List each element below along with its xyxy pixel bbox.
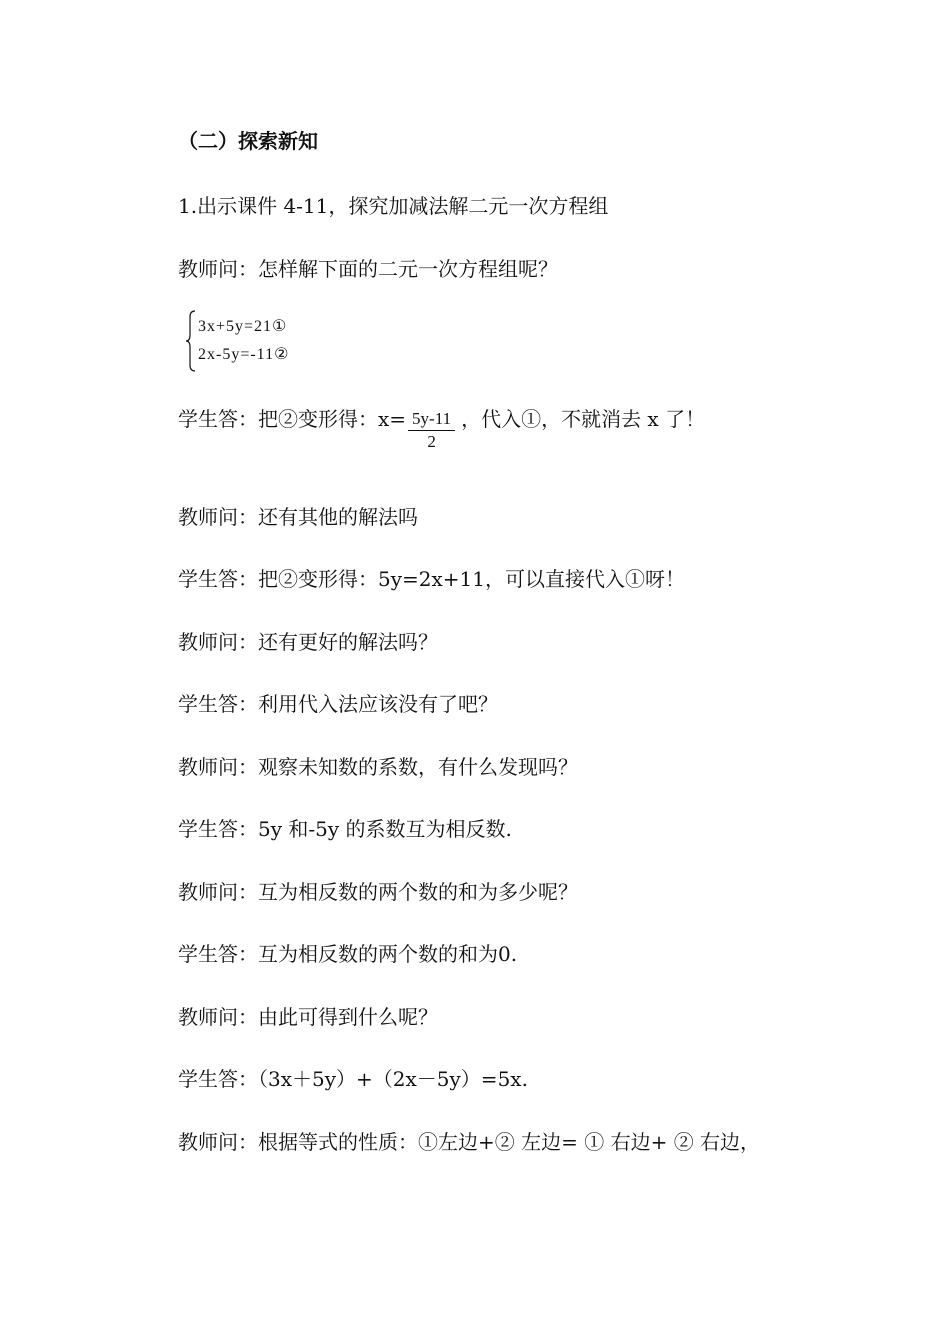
student-answer-3: 学生答：利用代入法应该没有了吧？ [178,692,498,716]
fraction-denominator: 2 [427,432,436,451]
answer-1-suffix: ，代入①，不就消去 x 了！ [461,407,706,431]
teacher-question-7: 教师问：根据等式的性质：①左边+② 左边= ① 右边+ ② 右边， [178,1130,761,1154]
section-heading: （二）探索新知 [178,129,318,153]
student-answer-6: 学生答：（3x＋5y）+（2x－5y）=5x. [178,1067,528,1091]
equation-1: 3x+5y=21① [198,318,288,335]
left-brace-icon [186,310,196,372]
equation-2: 2x-5y=-11② [198,346,290,363]
teacher-question-5: 教师问：互为相反数的两个数的和为多少呢？ [178,880,578,904]
teacher-question-6: 教师问：由此可得到什么呢？ [178,1005,438,1029]
answer-1-prefix: 学生答：把②变形得：x= [178,407,407,431]
teacher-question-2: 教师问：还有其他的解法吗 [178,505,418,529]
student-answer-2: 学生答：把②变形得：5y=2x+11，可以直接代入①呀！ [178,567,685,591]
item-1-text: 1.出示课件 4-11，探究加减法解二元一次方程组 [178,194,609,218]
fraction-numerator: 5y-11 [408,408,455,431]
teacher-question-4: 教师问：观察未知数的系数，有什么发现吗？ [178,755,578,779]
student-answer-1 [178,405,705,453]
teacher-question-3: 教师问：还有更好的解法吗？ [178,630,438,654]
student-answer-5: 学生答：互为相反数的两个数的和为0. [178,942,518,966]
fraction [408,405,455,453]
teacher-question-1: 教师问：怎样解下面的二元一次方程组呢？ [178,257,558,281]
student-answer-4: 学生答：5y 和-5y 的系数互为相反数. [178,817,512,841]
